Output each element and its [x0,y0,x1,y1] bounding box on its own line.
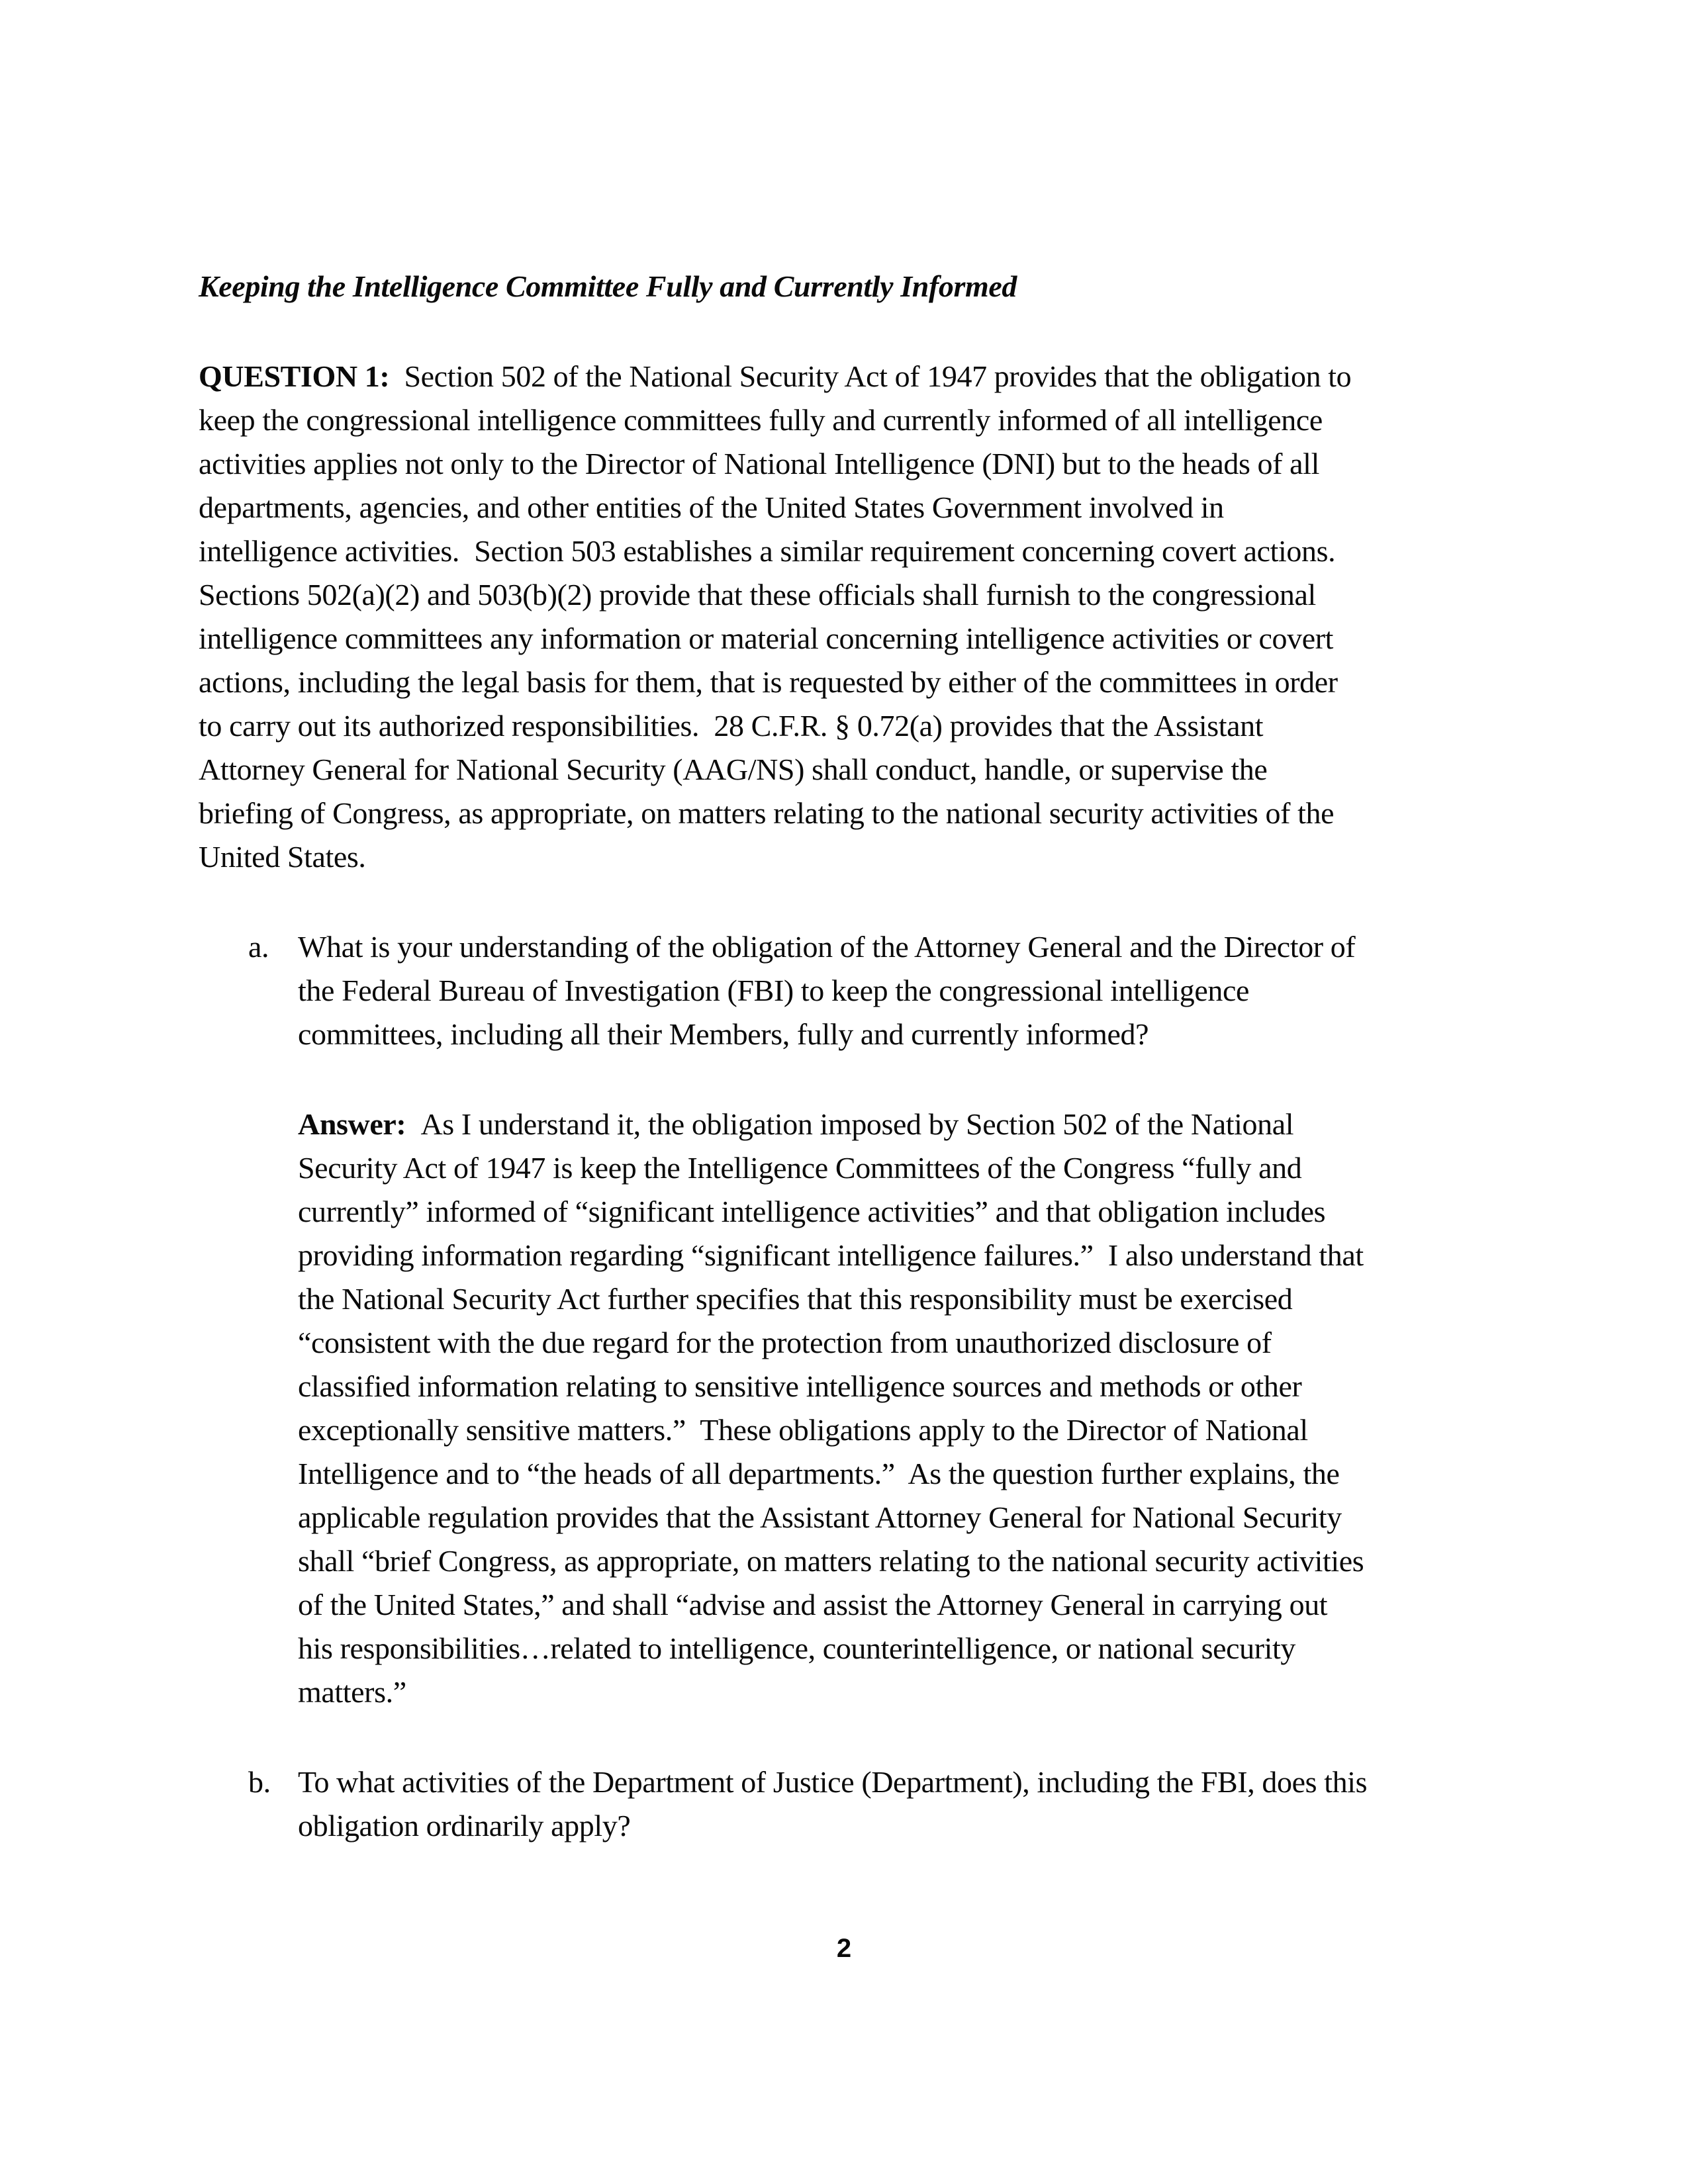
question-1-text: Section 502 of the National Security Act of 1947 provides that the obligation to keep the congressional intelligence committees fully and currently informed of all intelligence activities applies not only to the Director of National Intelligence (DNI) but to the heads of all departments, agencies, and other entities of the United States Government involved in intelligence activities. Section 503 establishes a similar requirement concerning covert actions. Sections 502(a)(2) and 503(b)(2) provide that these officials shall furnish to the congressional intelligence committees any information or material concerning intelligence activities or covert actions, including the legal basis for them, that is requested by either of the committees in order to carry out its authorized responsibilities. 28 C.F.R. § 0.72(a) provides that the Assistant Attorney General for National Security (AAG/NS) shall conduct, handle, or supervise the briefing of Congress, as appropriate, on matters relating to the national security activities of the United States. [199,359,1352,874]
answer-label: Answer: [298,1107,406,1141]
page-number: 2 [836,1934,852,1963]
list-marker-a: a. [248,930,269,964]
list-item-a [199,925,1489,1056]
list-marker-b: b. [248,1765,271,1799]
question-1-label: QUESTION 1: [199,359,390,393]
list-item-a-text: What is your understanding of the obligation of the Attorney General and the Director of the Federal Bureau of Investigation (FBI) to keep the congressional intelligence committees, including all their Members, fully and currently informed? [298,930,1356,1051]
list-item-b-text: To what activities of the Department of Justice (Department), including the FBI, does this obligation ordinarily apply? [298,1765,1368,1843]
question-1-paragraph [199,355,1489,879]
list-item-b [199,1760,1489,1848]
answer-text: As I understand it, the obligation imposed by Section 502 of the National Security Act of 1947 is keep the Intelligence Committees of the Congress “fully and currently” informed of “significant intelligence activities” and that obligation includes providing information regarding “significant intelligence failures.” I also understand that the National Security Act further specifies that this responsibility must be exercised “consistent with the due regard for the protection from unauthorized disclosure of classified information relating to sensitive intelligence sources and methods or other exceptionally sensitive matters.” These obligations apply to the Director of National Intelligence and to “the heads of all departments.” As the question further explains, the applicable regulation provides that the Assistant Attorney General for National Security shall “brief Congress, as appropriate, on matters relating to the national security activities of the United States,” and shall “advise and assist the Attorney General in carrying out his responsibilities…related to intelligence, counterintelligence, or national security matters.” [298,1107,1364,1709]
document-title: Keeping the Intelligence Committee Fully and Currently Informed [199,269,1017,303]
answer-paragraph [298,1103,1489,1714]
